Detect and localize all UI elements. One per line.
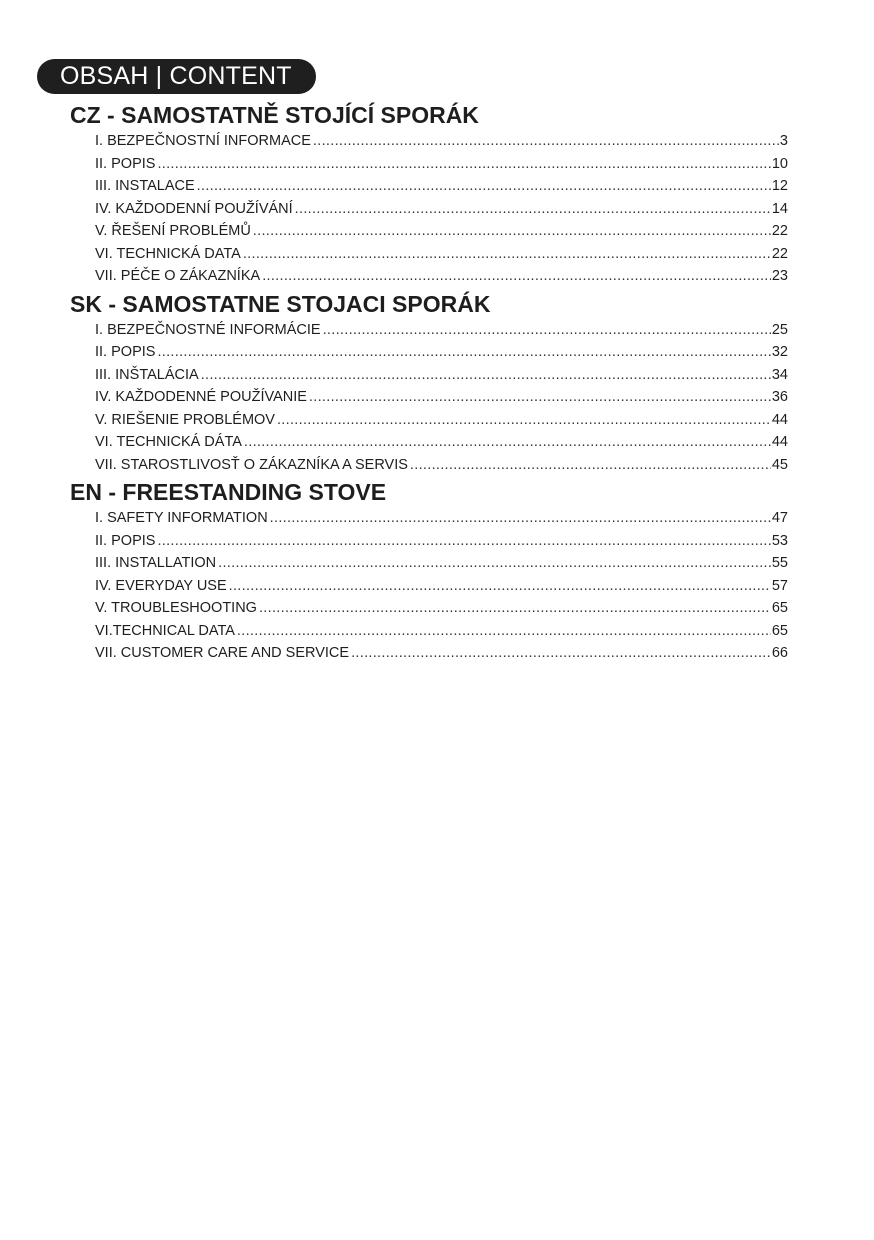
toc-entry-label: VI. TECHNICKÁ DATA [95,245,241,262]
toc-entry[interactable] [95,198,788,221]
dot-leader [323,319,771,342]
toc-entry[interactable] [95,386,788,409]
toc-entry-label: VII. CUSTOMER CARE AND SERVICE [95,645,350,661]
toc-entry-label: VII. STAROSTLIVOSŤ O ZÁKAZNÍKA A SERVIS [95,456,408,473]
toc-entry[interactable] [95,431,788,454]
dot-leader [262,265,771,288]
toc-entry[interactable] [95,243,788,266]
toc-entry-page: 57 [771,577,788,594]
dot-leader [351,642,771,665]
toc-entry[interactable] [95,153,788,176]
toc-entry[interactable] [95,575,788,598]
dot-leader [243,243,771,266]
section-title-cz: CZ - SAMOSTATNĚ STOJÍCÍ SPORÁK [70,102,479,128]
toc-entry-label: I. BEZPEČNOSTNÍ INFORMACE [95,133,311,149]
toc-entry-page: 23 [771,268,788,284]
toc-entry-label: V. ŘEŠENÍ PROBLÉMŮ [95,223,251,239]
section-title-en: EN - FREESTANDING STOVE [70,479,387,505]
toc-entry-label: III. INŠTALÁCIA [95,366,199,383]
section-title-sk: SK - SAMOSTATNE STOJACI SPORÁK [70,290,491,317]
toc-list-en [70,507,788,665]
toc-entry-label: IV. KAŽDODENNÍ POUŽÍVÁNÍ [95,200,293,217]
dot-leader [218,552,771,575]
toc-entry[interactable] [95,409,788,432]
toc-entry-label: II. POPIS [95,155,156,172]
toc-entry[interactable] [95,454,788,477]
toc-entry-page: 14 [771,200,788,217]
dot-leader [313,130,779,153]
toc-section-en [70,477,788,665]
toc-entry[interactable] [95,265,788,288]
toc-entry-page: 36 [771,389,788,405]
toc-section-sk [70,289,788,477]
toc-entry[interactable] [95,319,788,342]
toc-list-sk [70,319,788,477]
toc-entry-page: 44 [771,411,788,428]
toc-entry[interactable] [95,220,788,243]
toc-entry-label: VI. TECHNICKÁ DÁTA [95,434,242,450]
toc-entry[interactable] [95,530,788,553]
toc-entry[interactable] [95,341,788,364]
toc-entry-label: IV. EVERYDAY USE [95,577,227,594]
toc-section-cz [70,100,788,288]
dot-leader [309,386,771,409]
toc-entry[interactable] [95,597,788,620]
toc-entry-page: 12 [771,178,788,194]
toc-entry[interactable] [95,620,788,643]
toc-entry-page: 45 [771,456,788,473]
dot-leader [201,364,771,387]
content-header-badge: OBSAH | CONTENT [37,59,316,94]
toc-entry-page: 22 [771,245,788,262]
dot-leader [197,175,771,198]
toc-entry-page: 47 [771,510,788,526]
dot-leader [277,409,771,432]
toc-entry-page: 44 [771,434,788,450]
toc-entry[interactable] [95,130,788,153]
toc-entry-label: V. TROUBLESHOOTING [95,600,257,616]
toc-entry-page: 32 [771,344,788,360]
toc-entry-page: 3 [779,133,788,149]
dot-leader [295,198,771,221]
toc-entry-label: III. INSTALACE [95,178,195,194]
toc-entry[interactable] [95,642,788,665]
dot-leader [244,431,771,454]
toc-entry-page: 25 [771,321,788,338]
dot-leader [157,341,770,364]
toc-entry-page: 34 [771,366,788,383]
toc-entry-label: I. SAFETY INFORMATION [95,510,268,526]
dot-leader [253,220,771,243]
toc-entry-page: 53 [771,532,788,549]
dot-leader [157,153,770,176]
toc-entry-label: II. POPIS [95,344,156,360]
toc-entry-page: 65 [771,622,788,639]
toc-list-cz [70,130,788,288]
toc-entry-page: 66 [771,645,788,661]
toc-entry-label: VII. PÉČE O ZÁKAZNÍKA [95,268,261,284]
toc-entry[interactable] [95,552,788,575]
toc-entry-label: III. INSTALLATION [95,555,217,571]
dot-leader [259,597,771,620]
toc-entry[interactable] [95,507,788,530]
dot-leader [237,620,771,643]
dot-leader [157,530,770,553]
dot-leader [270,507,771,530]
toc-entry[interactable] [95,364,788,387]
toc-entry-page: 65 [771,600,788,616]
toc-entry-label: IV. KAŽDODENNÉ POUŽÍVANIE [95,389,307,405]
toc-entry-page: 10 [771,155,788,172]
table-of-contents [70,100,788,666]
toc-entry-label: II. POPIS [95,532,156,549]
toc-entry-label: VI.TECHNICAL DATA [95,622,235,639]
toc-entry-page: 55 [771,555,788,571]
toc-entry-label: I. BEZPEČNOSTNÉ INFORMÁCIE [95,321,321,338]
toc-entry-page: 22 [771,223,788,239]
toc-entry[interactable] [95,175,788,198]
toc-entry-label: V. RIEŠENIE PROBLÉMOV [95,411,275,428]
dot-leader [229,575,771,598]
dot-leader [410,454,771,477]
